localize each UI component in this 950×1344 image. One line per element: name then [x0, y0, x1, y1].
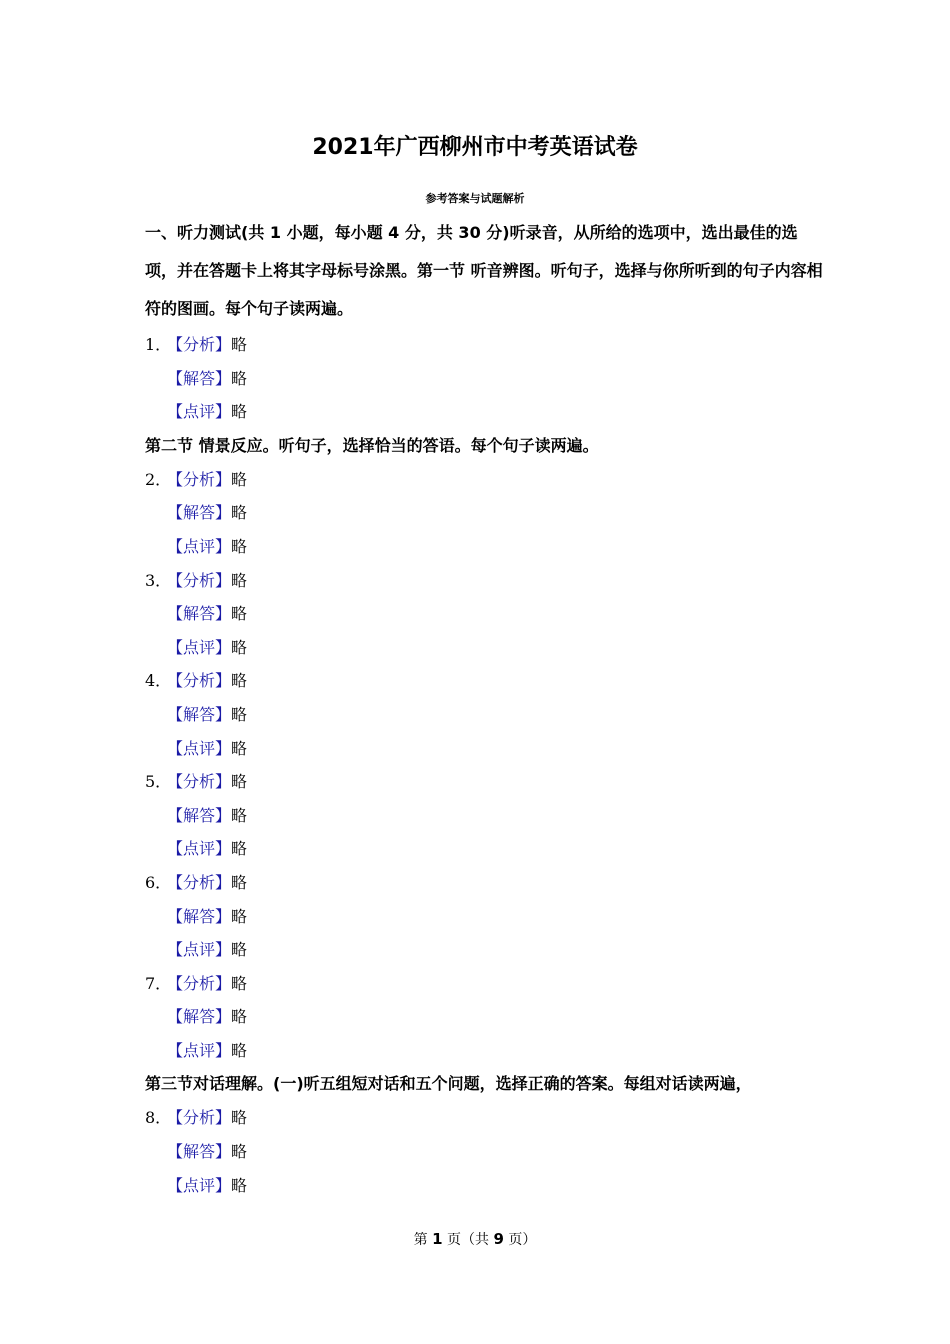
footer-middle: 页（共	[442, 1232, 494, 1248]
analysis-text: 略	[231, 973, 248, 993]
question-number: 6．	[145, 872, 172, 892]
footer-total-pages: 9	[493, 1230, 504, 1248]
answer-tag: 【解答】	[167, 805, 232, 825]
analysis-text: 略	[231, 570, 248, 590]
comment-text: 略	[231, 536, 248, 556]
question-number: 1．	[145, 335, 172, 354]
answer-tag: 【解答】	[167, 906, 232, 926]
answer-tag: 【解答】	[167, 604, 232, 624]
footer-suffix: 页）	[503, 1232, 537, 1248]
comment-text: 略	[231, 839, 248, 859]
comment-tag: 【点评】	[167, 940, 232, 960]
analysis-tag: 【分析】	[167, 872, 232, 892]
comment-tag: 【点评】	[167, 1175, 232, 1195]
comment-text: 略	[231, 637, 248, 657]
analysis-text: 略	[231, 469, 248, 489]
document-body	[145, 214, 825, 1202]
question-number: 5．	[145, 772, 172, 792]
question-analysis-line	[145, 967, 825, 1001]
analysis-text: 略	[231, 671, 248, 691]
answer-tag: 【解答】	[167, 368, 232, 388]
document-subtitle: 参考答案与试题解析	[425, 192, 525, 205]
comment-tag: 【点评】	[167, 402, 232, 422]
question-analysis-line	[145, 866, 825, 900]
question-comment-line	[145, 1169, 825, 1203]
question-comment-line	[145, 732, 825, 766]
question-answer-line	[145, 1135, 825, 1169]
question-number: 2．	[145, 469, 172, 489]
analysis-tag: 【分析】	[167, 335, 232, 354]
footer-prefix: 第	[413, 1232, 433, 1248]
question-analysis-line	[145, 664, 825, 698]
analysis-text: 略	[231, 335, 248, 354]
question-number: 8．	[145, 1108, 172, 1128]
question-answer-line	[145, 799, 825, 833]
comment-text: 略	[231, 738, 248, 758]
answer-tag: 【解答】	[167, 503, 232, 523]
section-heading: 第三节对话理解。(一)听五组短对话和五个问题，选择正确的答案。每组对话读两遍，	[145, 1074, 752, 1094]
question-analysis-line	[145, 328, 825, 362]
question-analysis-line	[145, 564, 825, 598]
question-comment-line	[145, 530, 825, 564]
answer-text: 略	[231, 1007, 248, 1027]
comment-text: 略	[231, 1175, 248, 1195]
question-comment-line	[145, 1034, 825, 1068]
question-answer-line	[145, 698, 825, 732]
question-analysis-line	[145, 463, 825, 497]
answer-text: 略	[231, 1142, 248, 1162]
comment-tag: 【点评】	[167, 536, 232, 556]
question-comment-line	[145, 832, 825, 866]
analysis-tag: 【分析】	[167, 570, 232, 590]
analysis-text: 略	[231, 1108, 248, 1128]
analysis-tag: 【分析】	[167, 1108, 232, 1128]
section-heading: 第二节 情景反应。听句子，选择恰当的答语。每个句子读两遍。	[145, 435, 599, 455]
question-answer-line	[145, 597, 825, 631]
section-heading: 一、听力测试(共 1 小题，每小题 4 分，共 30 分)听录音，从所给的选项中，选出最佳的选项，并在答题卡上将其字母标号涂黑。第一节 听音辨图。听句子，选择与你所听到的句子内容相符的图画。每个句子读两遍。	[145, 223, 823, 318]
answer-text: 略	[231, 604, 248, 624]
document-title: 2021年广西柳州市中考英语试卷	[312, 135, 638, 160]
answer-tag: 【解答】	[167, 1007, 232, 1027]
comment-tag: 【点评】	[167, 839, 232, 859]
analysis-tag: 【分析】	[167, 469, 232, 489]
comment-tag: 【点评】	[167, 1040, 232, 1060]
question-answer-line	[145, 1000, 825, 1034]
question-comment-line	[145, 933, 825, 967]
question-number: 7．	[145, 973, 172, 993]
answer-text: 略	[231, 368, 248, 388]
question-analysis-line	[145, 765, 825, 799]
comment-text: 略	[231, 1040, 248, 1060]
question-answer-line	[145, 900, 825, 934]
analysis-tag: 【分析】	[167, 772, 232, 792]
analysis-text: 略	[231, 772, 248, 792]
page-footer	[0, 1228, 950, 1251]
answer-tag: 【解答】	[167, 1142, 232, 1162]
answer-tag: 【解答】	[167, 704, 232, 724]
answer-text: 略	[231, 704, 248, 724]
comment-tag: 【点评】	[167, 637, 232, 657]
analysis-text: 略	[231, 872, 248, 892]
footer-page-number: 1	[432, 1230, 443, 1248]
analysis-tag: 【分析】	[167, 973, 232, 993]
question-analysis-line	[145, 1101, 825, 1135]
question-comment-line	[145, 631, 825, 665]
question-answer-line	[145, 496, 825, 530]
question-number: 4．	[145, 671, 172, 691]
question-answer-line	[145, 362, 825, 396]
answer-text: 略	[231, 805, 248, 825]
analysis-tag: 【分析】	[167, 671, 232, 691]
answer-text: 略	[231, 906, 248, 926]
comment-text: 略	[231, 940, 248, 960]
question-number: 3．	[145, 570, 172, 590]
answer-text: 略	[231, 503, 248, 523]
comment-text: 略	[231, 402, 248, 422]
comment-tag: 【点评】	[167, 738, 232, 758]
question-comment-line	[145, 395, 825, 429]
